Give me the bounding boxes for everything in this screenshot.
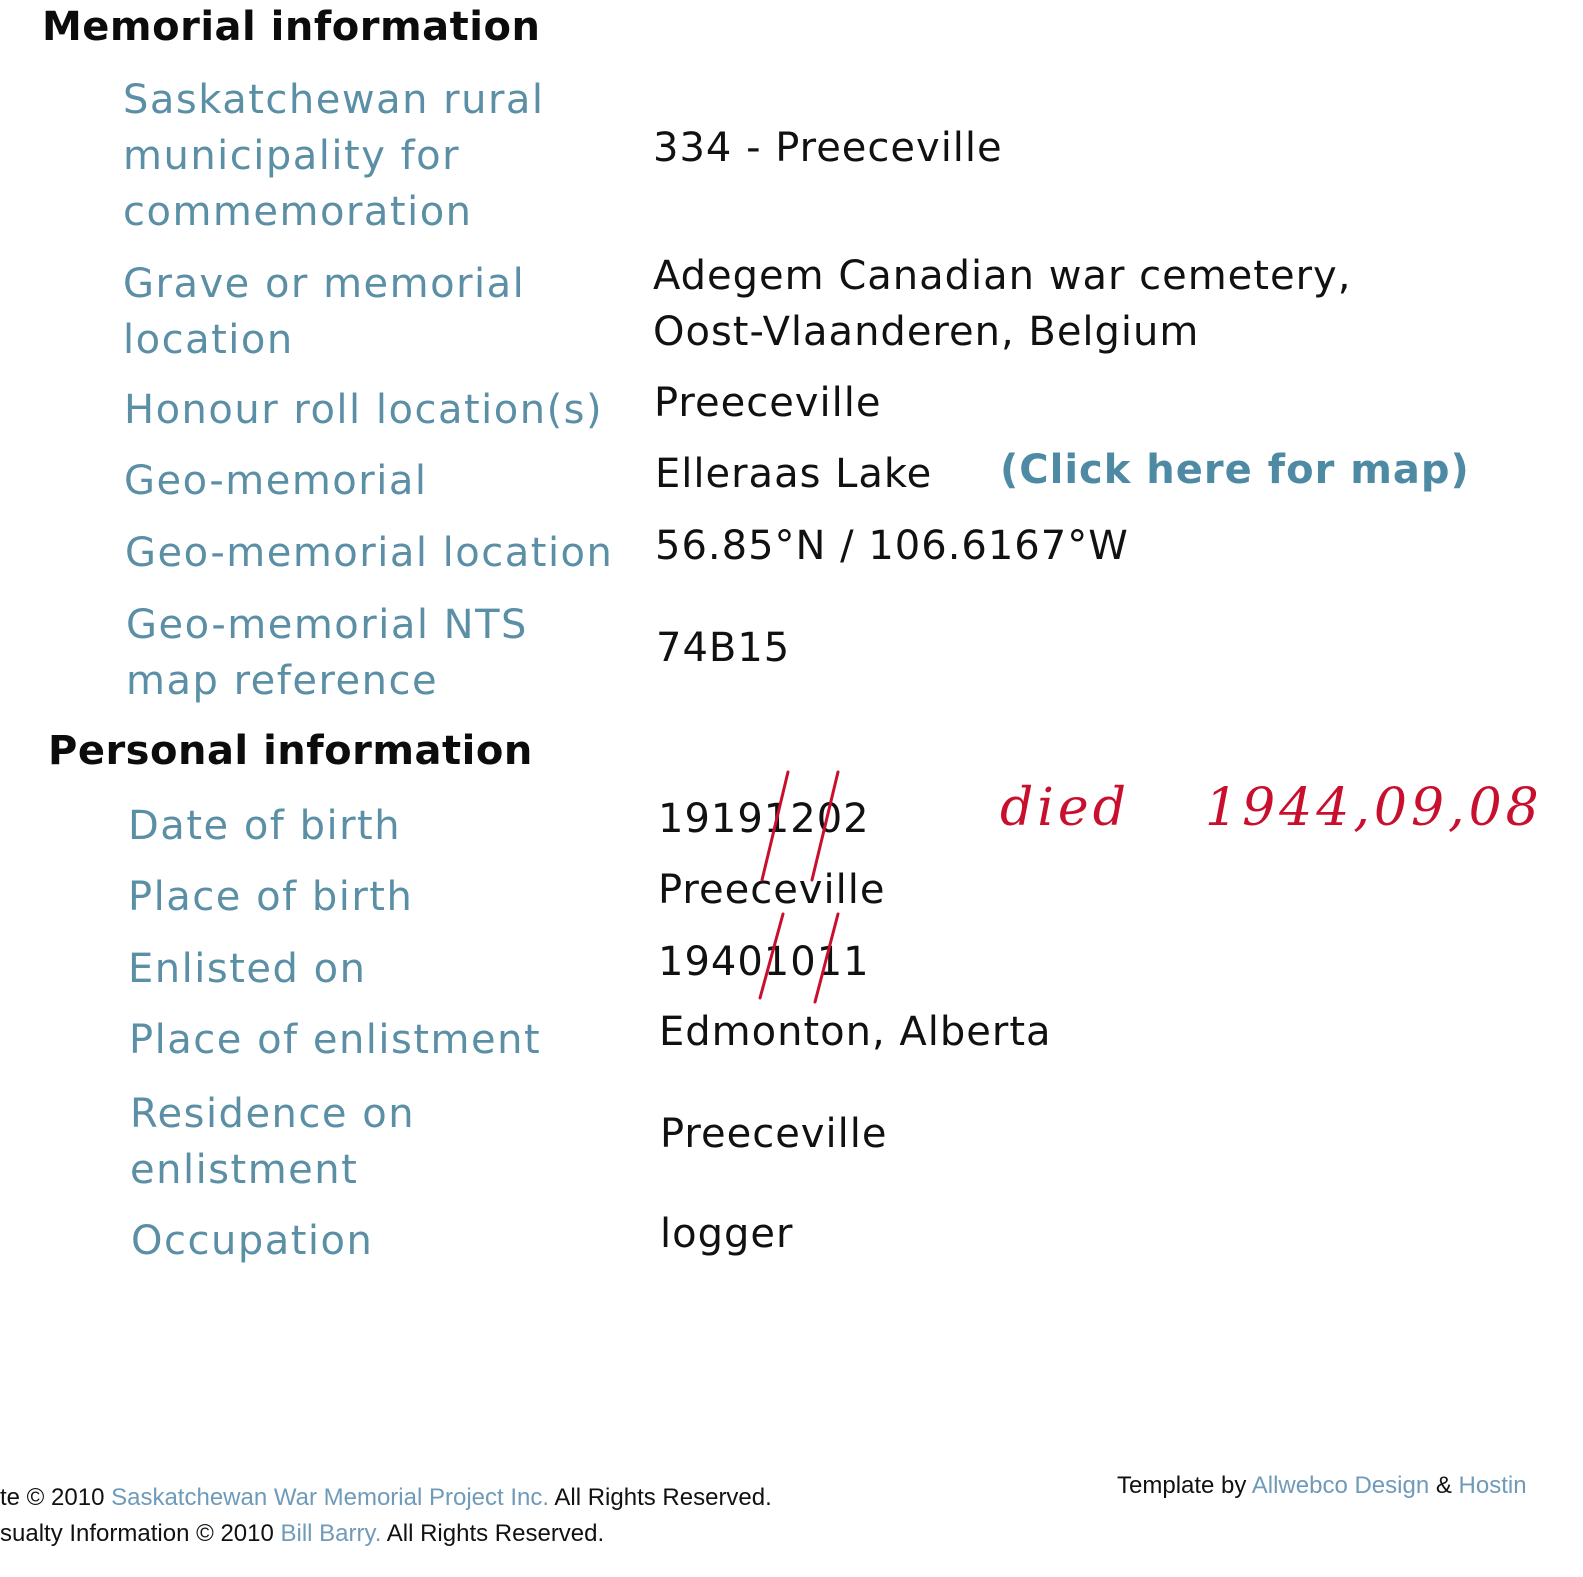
label-line: Saskatchewan rural: [123, 77, 545, 123]
label-line: Grave or memorial: [123, 261, 526, 307]
memorial-information-heading: Memorial information: [42, 4, 541, 50]
label-line: location: [123, 317, 294, 363]
residence-on-enlistment-label: [130, 1086, 415, 1198]
label-line: enlistment: [130, 1147, 359, 1193]
label-line: Residence on: [130, 1091, 416, 1137]
place-of-enlistment-value: Edmonton, Alberta: [659, 1009, 1052, 1055]
footer-template-credit: [1117, 1472, 1527, 1500]
value-line: Adegem Canadian war cemetery,: [653, 253, 1352, 299]
grave-location-value: [653, 248, 1351, 360]
rural-municipality-value: 334 - Preeceville: [653, 125, 1003, 171]
date-of-birth-label: Date of birth: [128, 803, 402, 849]
enlisted-on-label: Enlisted on: [128, 946, 367, 992]
footer-text: All Rights Reserved.: [549, 1484, 772, 1511]
label-line: municipality for: [123, 133, 461, 179]
bill-barry-link[interactable]: Bill Barry.: [280, 1520, 382, 1547]
place-of-birth-label: Place of birth: [128, 874, 414, 920]
footer-text: Template by: [1117, 1472, 1252, 1499]
allwebco-design-link[interactable]: Allwebco Design: [1251, 1472, 1430, 1499]
swmp-link[interactable]: Saskatchewan War Memorial Project Inc.: [111, 1484, 550, 1511]
occupation-value: logger: [660, 1211, 794, 1257]
label-line: Geo-memorial NTS: [126, 602, 528, 648]
footer-text: sualty Information © 2010: [0, 1520, 281, 1547]
honour-roll-value: Preeceville: [654, 380, 882, 426]
personal-information-heading: Personal information: [48, 728, 533, 774]
honour-roll-label: Honour roll location(s): [124, 387, 604, 433]
geo-memorial-value: Elleraas Lake: [655, 451, 933, 497]
occupation-label: Occupation: [131, 1218, 374, 1264]
footer-text: te © 2010: [0, 1484, 112, 1511]
handwritten-died-word: died: [1000, 778, 1130, 838]
residence-on-enlistment-value: Preeceville: [660, 1111, 888, 1157]
geo-memorial-location-label: Geo-memorial location: [125, 530, 614, 576]
date-of-birth-value: 19191202: [658, 796, 870, 842]
footer-copyright-line-2: [0, 1520, 604, 1548]
geo-memorial-label: Geo-memorial: [124, 458, 428, 504]
hosting-link[interactable]: Hostin: [1458, 1472, 1527, 1499]
handwritten-death-date: 1944,09,08: [1205, 778, 1543, 838]
label-line: commemoration: [123, 189, 473, 235]
value-line: Oost-Vlaanderen, Belgium: [653, 309, 1200, 355]
enlisted-on-value: 19401011: [658, 939, 870, 985]
map-link[interactable]: (Click here for map): [1000, 447, 1470, 493]
place-of-enlistment-label: Place of enlistment: [129, 1017, 542, 1063]
place-of-birth-value: Preeceville: [658, 867, 886, 913]
footer-text: &: [1429, 1472, 1459, 1499]
rural-municipality-label: [123, 72, 545, 240]
label-line: map reference: [126, 658, 439, 704]
nts-map-reference-label: [126, 597, 528, 709]
nts-map-reference-value: 74B15: [656, 625, 791, 671]
footer-copyright-line-1: [0, 1484, 772, 1512]
grave-location-label: [123, 256, 525, 368]
footer-text: All Rights Reserved.: [381, 1520, 605, 1547]
geo-memorial-location-value: 56.85°N / 106.6167°W: [655, 523, 1129, 569]
